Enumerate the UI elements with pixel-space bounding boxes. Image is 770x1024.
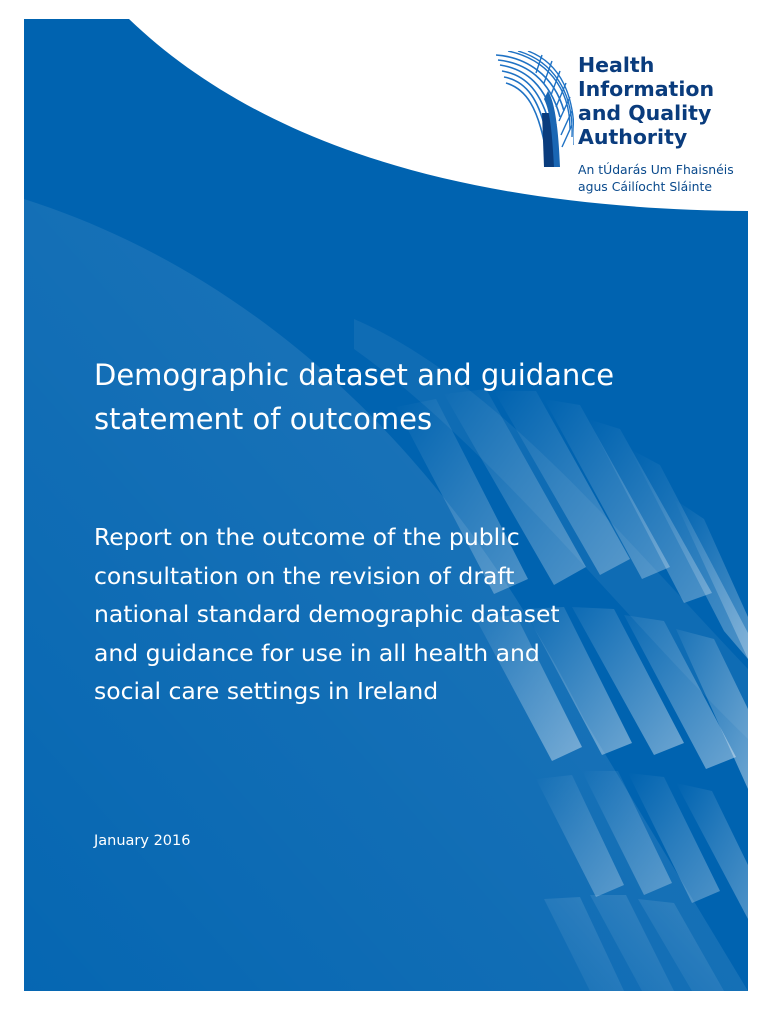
document-title-line: statement of outcomes: [94, 402, 433, 436]
document-subtitle-line: social care settings in Ireland: [94, 677, 439, 705]
authority-name-line: Health: [578, 53, 655, 77]
document-subtitle-line: and guidance for use in all health and: [94, 638, 540, 667]
document-title-line: Demographic dataset and guidance: [94, 358, 615, 392]
authority-irish-line: An tÚdarás Um Fhaisnéis: [578, 162, 734, 177]
authority-irish-line: agus Cáilíocht Sláinte: [578, 179, 712, 194]
authority-name-line: Authority: [578, 125, 688, 149]
authority-name-line: and Quality: [578, 101, 712, 125]
hiqa-logo[interactable]: [496, 51, 734, 201]
document-subtitle-line: Report on the outcome of the public: [94, 523, 520, 551]
document-subtitle-line: national standard demographic dataset: [94, 600, 560, 628]
publication-date: January 2016: [94, 833, 191, 849]
document-subtitle-line: consultation on the revision of draft: [94, 561, 515, 590]
authority-name-line: Information: [578, 77, 715, 101]
authority-irish-name: [578, 161, 734, 195]
document-title: [94, 353, 734, 441]
cover-page: [24, 19, 748, 991]
authority-name: [578, 53, 714, 149]
swirling-grid-arch-icon: [496, 51, 574, 169]
document-subtitle: [94, 518, 714, 711]
